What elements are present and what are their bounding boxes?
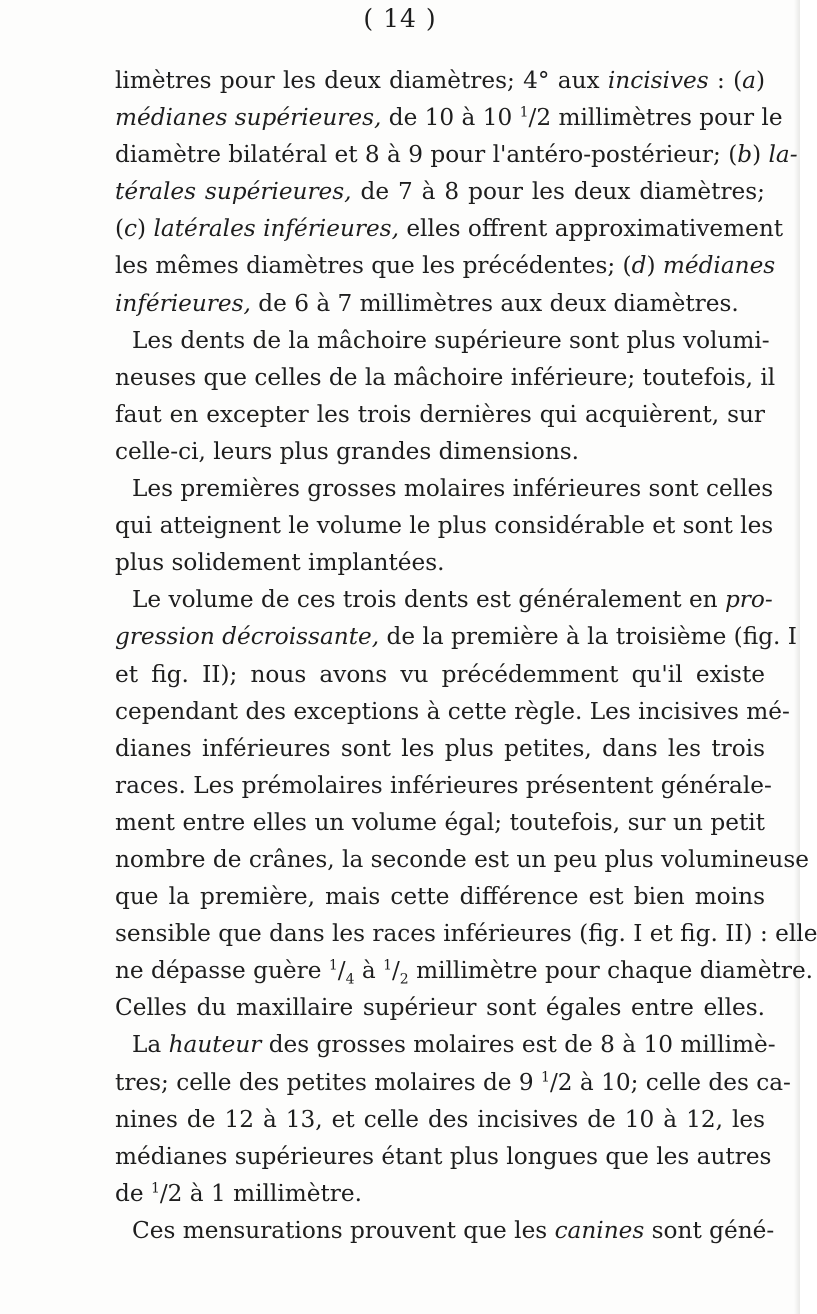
text-segment: ne dépasse guère: [115, 957, 329, 985]
text-line: [115, 1212, 775, 1249]
text-segment: sensible que dans les races inférieures (fig. I et fig. II) : elle: [115, 920, 817, 948]
text-line: [115, 433, 765, 470]
text-segment: de 10 à 10: [381, 104, 520, 132]
text-line: [115, 1026, 776, 1063]
text-segment: médianes supérieures étant plus longues que les autres: [115, 1142, 772, 1170]
italic-text: hauteur: [168, 1031, 262, 1059]
text-segment: ment entre elles un volume égal; toutefois, sur un petit: [115, 808, 765, 836]
text-line: [115, 470, 774, 507]
text-segment: à: [354, 957, 384, 985]
text-line: [115, 507, 774, 544]
text-line: [115, 878, 765, 915]
text-segment: ): [755, 67, 765, 94]
text-segment: Les premières grosses molaires inférieures sont celles: [132, 475, 774, 503]
text-segment: /: [391, 957, 400, 985]
text-segment: nombre de crânes, la seconde est un peu plus volumineuse: [115, 845, 809, 873]
text-segment: 1: [150, 1180, 160, 1197]
text-segment: 1: [383, 957, 392, 974]
text-line: [115, 1064, 791, 1101]
text-segment: races. Les prémolaires inférieures présentent générale-: [115, 771, 772, 799]
italic-text: canines: [554, 1216, 645, 1244]
text-segment: plus solidement implantées.: [115, 549, 445, 577]
text-segment: et fig. II); nous avons vu précédemment qu'il existe: [115, 660, 765, 688]
page-number: ( 14 ): [363, 4, 437, 33]
page-edge: [794, 0, 800, 1314]
text-line: [115, 1101, 765, 1138]
italic-text: térales supérieures,: [115, 178, 352, 206]
italic-text: b: [737, 141, 753, 169]
italic-text: la-: [768, 141, 798, 169]
text-segment: Celles du maxillaire supérieur sont égales entre elles.: [115, 994, 765, 1022]
text-line: [115, 396, 765, 433]
italic-text: c: [124, 215, 138, 243]
text-segment: que la première, mais cette différence est bien moins: [115, 883, 765, 911]
text-line: [115, 730, 765, 767]
text-segment: Les dents de la mâchoire supérieure sont plus volumi-: [132, 326, 770, 354]
body-text: [115, 62, 817, 1249]
text-segment: (: [115, 215, 125, 243]
text-line: [115, 1175, 765, 1212]
text-line: [115, 804, 765, 841]
text-segment: celle-ci, leurs plus grandes dimensions.: [115, 437, 580, 465]
text-segment: qui atteignent le volume le plus considérable et sont les: [115, 512, 774, 540]
text-line: [115, 1138, 772, 1175]
text-segment: 4: [345, 971, 355, 988]
text-line: [115, 62, 765, 99]
text-segment: ): [752, 141, 769, 169]
italic-text: médianes: [662, 252, 776, 280]
text-segment: 1: [328, 957, 338, 974]
text-segment: : (: [708, 67, 743, 94]
text-segment: des grosses molaires est de 8 à 10 millimè-: [261, 1031, 776, 1059]
text-segment: Le volume de ces trois dents est généralement en: [132, 586, 725, 614]
text-segment: dianes inférieures sont les plus petites, dans les trois: [115, 734, 765, 762]
text-segment: faut en excepter les trois dernières qui acquièrent, sur: [115, 400, 765, 428]
text-line: [115, 915, 817, 952]
text-segment: 1: [541, 1068, 550, 1085]
text-line: [115, 136, 798, 173]
text-segment: ): [137, 215, 154, 243]
text-segment: ): [646, 252, 663, 280]
italic-text: a: [742, 67, 756, 94]
italic-text: médianes supérieures,: [115, 104, 382, 132]
text-segment: /: [337, 957, 346, 985]
text-line: [115, 841, 809, 878]
text-line: [115, 247, 776, 284]
italic-text: gression décroissante,: [115, 623, 380, 651]
italic-text: incisives: [607, 67, 709, 94]
text-segment: 2: [399, 971, 409, 988]
italic-text: pro-: [724, 586, 773, 614]
italic-text: d: [631, 252, 647, 280]
text-line: [115, 544, 765, 581]
text-line: [115, 656, 765, 693]
text-line: [115, 618, 797, 655]
text-segment: les mêmes diamètres que les précédentes; (: [115, 252, 632, 280]
text-segment: elles offrent approximativement: [398, 215, 784, 243]
text-segment: Ces mensurations prouvent que les: [132, 1216, 555, 1244]
text-segment: de la première à la troisième (fig. I: [379, 623, 797, 651]
text-segment: de: [115, 1179, 151, 1207]
text-segment: millimètre pour chaque diamètre.: [408, 957, 814, 985]
text-line: [115, 322, 770, 359]
text-line: [115, 210, 784, 247]
text-segment: tres; celle des petites molaires de 9: [115, 1068, 542, 1096]
text-segment: limètres pour les deux diamètres; 4° aux: [115, 67, 608, 94]
text-line: [115, 989, 765, 1026]
text-segment: diamètre bilatéral et 8 à 9 pour l'antéro-postérieur; (: [115, 141, 738, 169]
text-segment: cependant des exceptions à cette règle. Les incisives mé-: [115, 697, 790, 725]
text-segment: sont géné-: [644, 1216, 775, 1244]
text-segment: neuses que celles de la mâchoire inférieure; toutefois, il: [115, 363, 776, 391]
text-line: [115, 359, 776, 396]
text-line: [115, 173, 765, 210]
text-line: [115, 767, 772, 804]
text-line: [115, 99, 783, 136]
text-line: [115, 952, 814, 989]
text-segment: /2 à 1 millimètre.: [159, 1179, 362, 1207]
text-segment: nines de 12 à 13, et celle des incisives de 10 à 12, les: [115, 1105, 765, 1133]
text-segment: de 6 à 7 millimètres aux deux diamètres.: [250, 289, 739, 317]
text-segment: La: [132, 1031, 169, 1059]
text-segment: 1: [519, 104, 529, 121]
text-segment: de 7 à 8 pour les deux diamètres;: [351, 178, 765, 206]
text-line: [115, 285, 765, 322]
text-line: [115, 693, 790, 730]
italic-text: inférieures,: [115, 289, 251, 317]
italic-text: latérales inférieures,: [153, 215, 399, 243]
text-line: [115, 581, 773, 618]
text-segment: /2 à 10; celle des ca-: [549, 1068, 791, 1096]
text-segment: /2 millimètres pour le: [528, 104, 783, 132]
